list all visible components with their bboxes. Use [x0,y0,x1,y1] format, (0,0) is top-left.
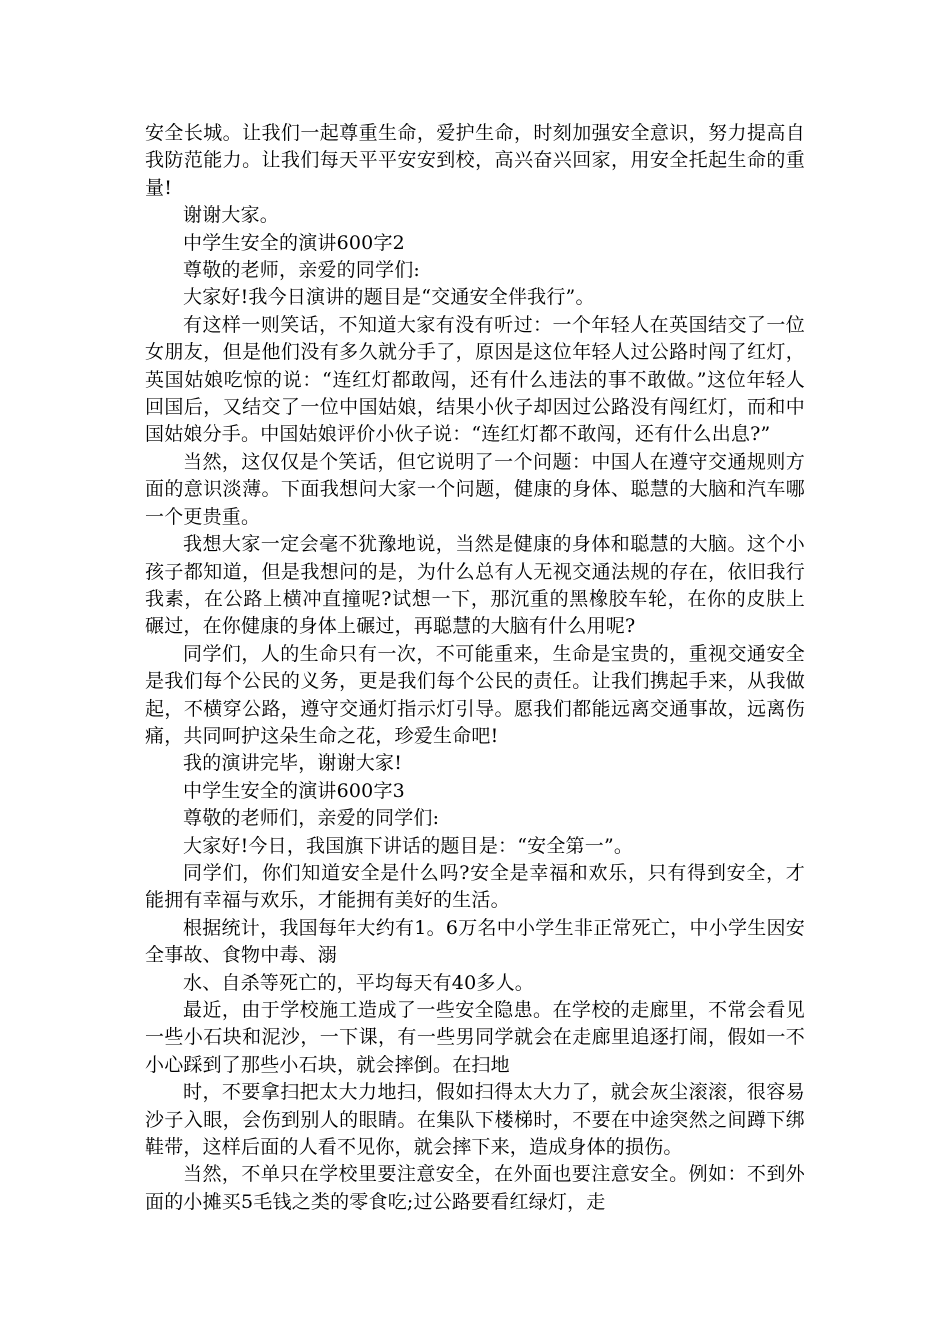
paragraph-18: 当然，不单只在学校里要注意安全，在外面也要注意安全。例如：不到外面的小摊买5毛钱之类的零食吃;过公路要看红绿灯，走 [145,1163,805,1213]
paragraph-13: 同学们，你们知道安全是什么吗?安全是幸福和欢乐，只有得到安全，才能拥有幸福与欢乐，才能拥有美好的生活。 [145,861,805,912]
paragraph-9: 我的演讲完毕，谢谢大家! [183,752,403,775]
paragraph-5: 有这样一则笑话，不知道大家有没有听过：一个年轻人在英国结交了一位女朋友，但是他们没有多久就分手了，原因是这位年轻人过公路时闯了红灯，英国姑娘吃惊的说：“连红灯都敢闯，还有什么违法的事不敢做。”这位年轻人回国后，又结交了一位中国姑娘，结果小伙子却因过公路没有闯红灯，而和中国姑娘分手。中国姑娘评价小伙子说：“连红灯都不敢闯，还有什么出息?” [145,313,805,446]
paragraph-1: 谢谢大家。 [183,204,280,227]
paragraph-11: 尊敬的老师们，亲爱的同学们: [183,807,440,830]
paragraph-15: 水、自杀等死亡的，平均每天有40多人。 [183,971,534,994]
paragraph-14: 根据统计，我国每年大约有1。6万名中小学生非正常死亡，中小学生因安全事故、食物中毒、溺 [145,916,805,967]
paragraph-6: 当然，这仅仅是个笑话，但它说明了一个问题：中国人在遵守交通规则方面的意识淡薄。下面我想问大家一个问题，健康的身体、聪慧的大脑和汽车哪一个更贵重。 [145,450,805,528]
paragraph-7: 我想大家一定会毫不犹豫地说，当然是健康的身体和聪慧的大脑。这个小孩子都知道，但是我想问的是，为什么总有人无视交通法规的存在，依旧我行我素，在公路上横冲直撞呢?试想一下，那沉重的黑橡胶车轮，在你的皮肤上碾过，在你健康的身体上碾过，再聪慧的大脑有什么用呢? [145,533,805,638]
section-heading-3: 中学生安全的演讲600字3 [183,779,405,802]
paragraph-12: 大家好!今日，我国旗下讲话的题目是：“安全第一”。 [183,834,634,857]
section-heading-2: 中学生安全的演讲600字2 [183,231,405,254]
paragraph-17: 时，不要拿扫把太大力地扫，假如扫得太大力了，就会灰尘滚滚，很容易沙子入眼，会伤到别人的眼睛。在集队下楼梯时，不要在中途突然之间蹲下绑鞋带，这样后面的人看不见你，就会摔下来，造成身体的损伤。 [145,1081,805,1159]
paragraph-3: 尊敬的老师，亲爱的同学们: [183,259,421,282]
document-body [145,120,805,1216]
paragraph-8: 同学们，人的生命只有一次，不可能重来，生命是宝贵的，重视交通安全是我们每个公民的义务，更是我们每个公民的责任。让我们携起手来，从我做起，不横穿公路，遵守交通灯指示灯引导。愿我们都能远离交通事故，远离伤痛，共同呵护这朵生命之花，珍爱生命吧! [145,642,805,747]
paragraph-0: 安全长城。让我们一起尊重生命，爱护生命，时刻加强安全意识，努力提高自我防范能力。让我们每天平平安安到校，高兴奋兴回家，用安全托起生命的重量! [145,122,805,199]
paragraph-4: 大家好!我今日演讲的题目是“交通安全伴我行”。 [183,286,595,309]
paragraph-16: 最近，由于学校施工造成了一些安全隐患。在学校的走廊里，不常会看见一些小石块和泥沙，一下课，有一些男同学就会在走廊里追逐打闹，假如一不小心踩到了那些小石块，就会摔倒。在扫地 [145,999,805,1076]
